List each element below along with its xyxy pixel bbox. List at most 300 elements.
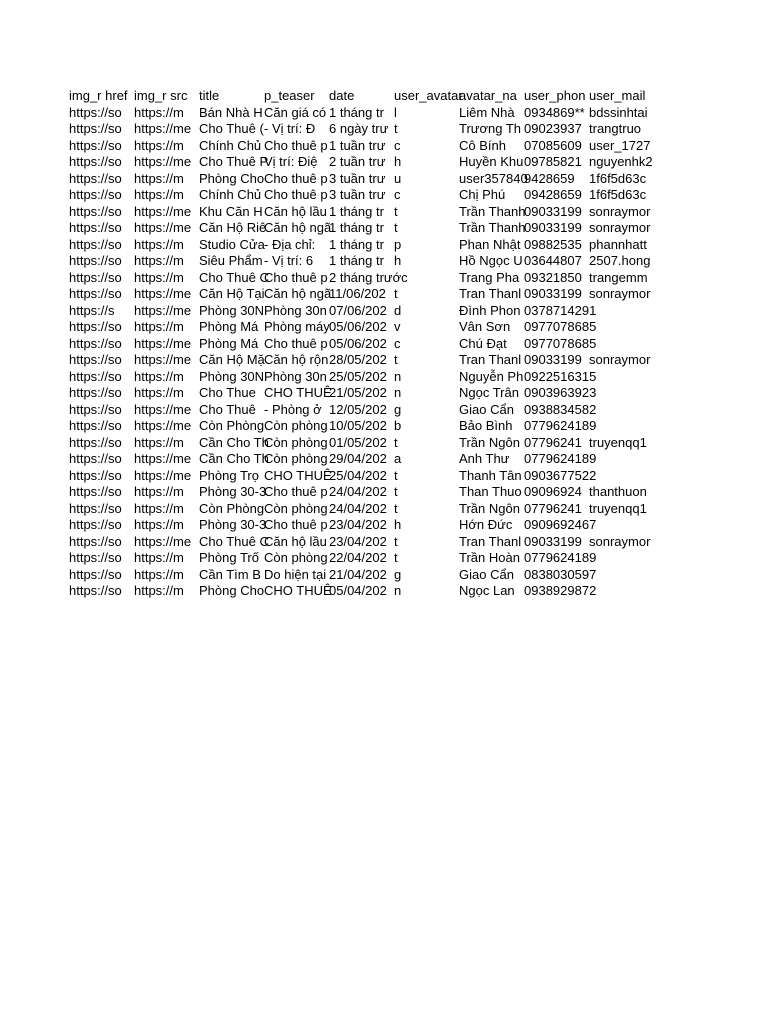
table-cell[interactable]: 1 tháng tr	[329, 104, 384, 120]
table-cell[interactable]: Còn Phòng	[199, 500, 265, 516]
table-cell[interactable]: t	[394, 220, 398, 235]
table-cell[interactable]: 9428659	[524, 170, 575, 186]
table-cell[interactable]: https://me	[134, 286, 192, 301]
table-cell[interactable]: Phòng Trọ	[199, 467, 259, 483]
table-cell[interactable]: Bảo Bình	[459, 418, 513, 433]
table-cell[interactable]: t	[394, 467, 398, 483]
table-cell[interactable]: https://so	[69, 121, 122, 136]
table-cell[interactable]: Giao Cẩn	[459, 566, 514, 582]
table-cell[interactable]: 07/06/202	[329, 302, 387, 318]
table-cell[interactable]: 29/04/202	[329, 451, 387, 466]
table-cell[interactable]: https://me	[134, 121, 192, 136]
table-cell[interactable]: 24/04/202	[329, 500, 387, 516]
table-row	[68, 204, 654, 221]
table-cell[interactable]: Do hiện tại	[264, 566, 327, 582]
table-cell[interactable]: Căn hộ ngã	[264, 220, 332, 235]
table-cell[interactable]: 0938834582	[524, 401, 597, 417]
table-cell[interactable]: Trần Thanh	[459, 220, 526, 235]
table-cell[interactable]: Chính Chủ	[199, 187, 262, 202]
table-row	[68, 468, 654, 485]
table-cell[interactable]: v	[394, 319, 401, 334]
table-cell[interactable]: Phòng Cho	[199, 583, 265, 598]
header-cell[interactable]	[393, 88, 463, 105]
header-cell[interactable]	[523, 88, 588, 105]
header-label: user_avatar	[394, 88, 463, 103]
table-cell[interactable]: Huyền Khu	[459, 154, 524, 169]
table-cell[interactable]: 09785821	[524, 154, 582, 169]
table-cell[interactable]: https://so	[69, 517, 122, 532]
table-cell[interactable]: 28/05/202	[329, 352, 387, 367]
table-cell[interactable]: Vị trí: Điệ	[264, 154, 318, 169]
table-cell[interactable]: Còn phòng	[264, 550, 328, 565]
table-cell[interactable]: 0903963923	[524, 385, 597, 400]
table-cell[interactable]: Cần Cho Th	[199, 434, 269, 450]
table-cell[interactable]: CHO THUÊ	[264, 385, 332, 400]
table-cell[interactable]: Trần Ngôn	[459, 500, 520, 516]
table-cell[interactable]: 0977078685	[524, 335, 597, 351]
table-cell[interactable]	[588, 468, 654, 485]
table-cell[interactable]: g	[394, 401, 402, 417]
table-cell[interactable]: 2 tháng trước	[329, 269, 408, 285]
table-row	[68, 319, 654, 336]
table-cell[interactable]: Hồ Ngọc U	[459, 253, 523, 268]
table-cell[interactable]: 09321850	[524, 269, 582, 285]
table-cell[interactable]: https://so	[69, 170, 122, 186]
table-cell[interactable]: https://so	[69, 385, 122, 400]
header-cell[interactable]	[198, 88, 263, 105]
table-cell[interactable]: Cho thuê p	[264, 170, 328, 186]
table-cell[interactable]: sonraymor	[589, 286, 651, 301]
table-cell[interactable]: https://m	[134, 253, 184, 268]
table-cell[interactable]: Phòng Má	[199, 335, 259, 351]
table-cell[interactable]: nguyenhk2	[589, 154, 653, 169]
table-cell[interactable]: 0934869**	[524, 104, 585, 120]
table-cell[interactable]: Phòng 30N	[199, 302, 265, 318]
table-cell[interactable]: https://m	[134, 566, 184, 582]
table-row	[68, 220, 654, 237]
table-cell[interactable]: CHO THUÊ	[264, 583, 332, 598]
table-cell[interactable]: n	[394, 385, 402, 400]
table-cell[interactable]: t	[394, 550, 398, 565]
table-cell[interactable]: t	[394, 121, 398, 136]
table-cell[interactable]: Căn hộ ngã	[264, 286, 332, 301]
table-cell[interactable]: Nguyễn Ph	[459, 368, 524, 384]
table-cell[interactable]: Đình Phon	[459, 302, 521, 318]
table-cell[interactable]: Cô Bính	[459, 137, 506, 153]
table-cell[interactable]: 09033199	[524, 533, 582, 549]
header-cell[interactable]	[68, 88, 133, 105]
table-cell[interactable]: https://m	[134, 319, 184, 334]
table-cell[interactable]: user_1727	[589, 137, 651, 153]
table-cell[interactable]: Cho thuê p	[264, 187, 328, 202]
table-cell[interactable]: https://so	[69, 566, 122, 582]
table-cell[interactable]: Cần Tìm B	[199, 566, 261, 582]
table-cell[interactable]: 6 ngày trư	[329, 121, 389, 136]
table-cell[interactable]: bdssinhtai	[589, 104, 648, 120]
header-label: user_phon	[524, 88, 586, 103]
table-cell[interactable]: t	[394, 533, 398, 549]
table-cell[interactable]: sonraymor	[589, 352, 651, 367]
table-cell[interactable]: 3 tuần trư	[329, 187, 386, 202]
table-cell[interactable]: c	[394, 187, 401, 202]
table-cell[interactable]: 0838030597	[524, 566, 597, 582]
table-cell[interactable]: https://so	[69, 500, 122, 516]
header-row	[68, 88, 654, 105]
table-cell[interactable]: https://so	[69, 352, 122, 367]
table-cell[interactable]: Phan Nhật	[459, 236, 521, 252]
table-cell[interactable]: https://me	[134, 451, 192, 466]
table-cell[interactable]: Cho thuê p	[264, 137, 328, 153]
table-cell[interactable]: 0779624189	[524, 418, 597, 433]
table-cell[interactable]: 05/04/202	[329, 583, 387, 598]
table-cell[interactable]: h	[394, 253, 402, 268]
table-cell[interactable]: c	[394, 335, 401, 351]
table-cell[interactable]: https://me	[134, 401, 192, 417]
table-cell[interactable]: Cần Cho Th	[199, 451, 269, 466]
table-cell[interactable]: Thanh Tân	[459, 467, 522, 483]
table-cell[interactable]: https://so	[69, 368, 122, 384]
table-cell[interactable]: 09023937	[524, 121, 582, 136]
table-cell[interactable]: Hớn Đức	[459, 517, 513, 532]
table-cell[interactable]: 0938929872	[524, 583, 597, 598]
table-cell[interactable]: 23/04/202	[329, 517, 387, 532]
table-cell[interactable]: Cho Thuê (	[199, 121, 264, 136]
table-cell[interactable]: Phòng 30N	[199, 368, 265, 384]
table-cell[interactable]: b	[394, 418, 402, 433]
table-cell[interactable]: trangtruo	[589, 121, 642, 136]
table-cell[interactable]	[588, 336, 654, 353]
table-cell[interactable]: 3 tuần trư	[329, 170, 386, 186]
table-cell[interactable]: Cho thuê p	[264, 517, 328, 532]
table-cell[interactable]: https://so	[69, 286, 122, 301]
table-cell[interactable]: Giao Cẩn	[459, 401, 514, 417]
table-cell[interactable]: https://so	[69, 236, 122, 252]
header-cell[interactable]	[133, 88, 198, 105]
table-cell[interactable]: t	[394, 203, 398, 219]
table-cell[interactable]: 11/06/202	[329, 286, 386, 301]
table-cell[interactable]: Liêm Nhà	[459, 104, 515, 120]
table-row	[68, 451, 654, 468]
table-cell[interactable]: https://me	[134, 352, 192, 367]
table-cell[interactable]: 05/06/202	[329, 335, 387, 351]
table-cell[interactable]: h	[394, 154, 402, 169]
table-cell[interactable]: 07796241	[524, 434, 582, 450]
table-cell[interactable]: https://m	[134, 583, 184, 598]
table-cell[interactable]: Phòng máy	[264, 319, 330, 334]
table-cell[interactable]: https://so	[69, 550, 122, 565]
table-cell[interactable]: https://so	[69, 484, 122, 499]
table-cell[interactable]: https://m	[134, 368, 184, 384]
table-row	[68, 253, 654, 270]
header-label: user_mail	[589, 88, 646, 103]
table-cell[interactable]: p	[394, 236, 402, 252]
table-cell[interactable]: Cho Thue	[199, 385, 256, 400]
table-cell[interactable]: - Vị trí: 6	[264, 253, 314, 268]
table-row	[68, 418, 654, 435]
table-cell[interactable]: Căn Hộ Mặ	[199, 352, 265, 367]
table-cell[interactable]: Căn giá có	[264, 104, 327, 120]
table-cell[interactable]: https://so	[69, 401, 122, 417]
table-cell[interactable]: 09033199	[524, 220, 582, 235]
table-cell[interactable]: 1 tuần trư	[329, 137, 386, 153]
table-cell[interactable]: sonraymor	[589, 220, 651, 235]
table-cell[interactable]: Phòng Má	[199, 319, 259, 334]
table-cell[interactable]: sonraymor	[589, 203, 651, 219]
table-cell[interactable]: Trần Hoàn	[459, 550, 520, 565]
table-cell[interactable]: h	[394, 517, 402, 532]
table-cell[interactable]: Tran Thanl	[459, 352, 522, 367]
table-cell[interactable]: https://so	[69, 583, 122, 598]
table-cell[interactable]	[588, 567, 654, 584]
table-cell[interactable]: 2507.hong	[589, 253, 651, 268]
table-cell[interactable]: https://so	[69, 269, 122, 285]
table-cell[interactable]: https://so	[69, 187, 122, 202]
table-cell[interactable]: Cho thuê p	[264, 335, 328, 351]
table-cell[interactable]: truyenqq1	[589, 500, 647, 516]
table-row	[68, 534, 654, 551]
table-cell[interactable]: 01/05/202	[329, 434, 387, 450]
table-cell[interactable]: Phòng 30-3	[199, 517, 267, 532]
table-cell[interactable]: 0909692467	[524, 517, 597, 532]
table-cell[interactable]: Còn phòng	[264, 418, 328, 433]
table-cell[interactable]: Studio Cửa	[199, 236, 265, 252]
table-row	[68, 121, 654, 138]
table-cell[interactable]: Căn hộ lầu	[264, 203, 327, 219]
table-cell[interactable]: https://me	[134, 418, 192, 433]
table-cell[interactable]: c	[394, 137, 401, 153]
table-cell[interactable]: 2 tuần trư	[329, 154, 386, 169]
table-cell[interactable]: 0977078685	[524, 319, 597, 334]
table-cell[interactable]: 1 tháng tr	[329, 253, 384, 268]
table-cell[interactable]: Vân Sơn	[459, 319, 511, 334]
table-cell[interactable]: 1 tháng tr	[329, 220, 384, 235]
table-cell[interactable]: https://so	[69, 335, 122, 351]
table-cell[interactable]: 07085609	[524, 137, 582, 153]
table-cell[interactable]: 0922516315	[524, 368, 597, 384]
table-cell[interactable]: https://m	[134, 269, 184, 285]
table-cell[interactable]: https://me	[134, 533, 192, 549]
table-cell[interactable]: https://m	[134, 385, 184, 400]
table-row	[68, 402, 654, 419]
table-cell[interactable]: trangemm	[589, 269, 648, 285]
table-cell[interactable]: Căn Hộ Riê	[199, 220, 267, 235]
table-cell[interactable]	[588, 418, 654, 435]
table-cell[interactable]: 22/04/202	[329, 550, 387, 565]
header-cell[interactable]	[458, 88, 523, 105]
table-cell[interactable]	[588, 402, 654, 419]
table-cell[interactable]: u	[394, 170, 402, 186]
table-cell[interactable]	[588, 517, 654, 534]
table-cell[interactable]: Bán Nhà H	[199, 104, 263, 120]
table-cell[interactable]: https://so	[69, 253, 122, 268]
table-cell[interactable]: Phòng 30-3	[199, 484, 267, 499]
table-cell[interactable]: 09033199	[524, 203, 582, 219]
table-cell[interactable]: 09428659	[524, 187, 582, 202]
table-row	[68, 187, 654, 204]
table-cell[interactable]: https://m	[134, 236, 184, 252]
table-cell[interactable]: https://m	[134, 500, 184, 516]
table-cell[interactable]: 09033199	[524, 286, 582, 301]
table-cell[interactable]: n	[394, 583, 402, 598]
table-cell[interactable]: https://m	[134, 170, 184, 186]
table-cell[interactable]	[588, 303, 654, 320]
table-cell[interactable]: https://so	[69, 104, 122, 120]
table-cell[interactable]: CHO THUÊ	[264, 467, 332, 483]
table-cell[interactable]: https://m	[134, 137, 184, 153]
table-cell[interactable]: Cho Thuê C	[199, 533, 269, 549]
header-cell[interactable]	[328, 88, 393, 105]
table-cell[interactable]: Chị Phú	[459, 187, 506, 202]
table-cell[interactable]: Còn Phòng	[199, 418, 265, 433]
table-cell[interactable]	[588, 583, 654, 600]
table-cell[interactable]: t	[394, 434, 398, 450]
table-cell[interactable]: Căn Hộ Tại	[199, 286, 265, 301]
table-cell[interactable]: https://so	[69, 467, 122, 483]
table-cell[interactable]	[588, 385, 654, 402]
table-cell[interactable]: https://so	[69, 137, 122, 153]
table-cell[interactable]: Cho Thuê P	[199, 154, 269, 169]
table-cell[interactable]: 09882535	[524, 236, 582, 252]
table-cell[interactable]: 1f6f5d63c	[589, 170, 647, 186]
table-cell[interactable]: 12/05/202	[329, 401, 387, 417]
table-cell[interactable]: https://m	[134, 550, 184, 565]
header-cell[interactable]	[263, 88, 328, 105]
table-cell[interactable]: 1 tháng tr	[329, 203, 384, 219]
table-cell[interactable]: https://s	[69, 302, 115, 318]
table-cell[interactable]: Anh Thư	[459, 451, 510, 466]
table-cell[interactable]: d	[394, 302, 402, 318]
table-cell[interactable]	[588, 451, 654, 468]
table-cell[interactable]: 25/04/202	[329, 467, 387, 483]
table-cell[interactable]: t	[394, 484, 398, 499]
table-cell[interactable]: 0903677522	[524, 467, 597, 483]
table-cell[interactable]: 0779624189	[524, 451, 597, 466]
table-cell[interactable]: Căn hộ lầu	[264, 533, 327, 549]
table-cell[interactable]: https://m	[134, 484, 184, 499]
table-cell[interactable]: t	[394, 352, 398, 367]
table-cell[interactable]: - Phòng ở	[264, 401, 322, 417]
table-cell[interactable]: Căn hộ rộn	[264, 352, 329, 367]
table-cell[interactable]: https://m	[134, 104, 184, 120]
table-cell[interactable]: https://so	[69, 451, 122, 466]
table-cell[interactable]: Phòng 30n	[264, 302, 327, 318]
table-cell[interactable]: Còn phòng	[264, 500, 328, 516]
table-cell[interactable]: - Vị trí: Đ	[264, 121, 316, 136]
table-cell[interactable]: Còn phòng	[264, 434, 328, 450]
table-cell[interactable]: https://me	[134, 154, 192, 169]
header-label: img_r	[69, 88, 102, 103]
table-cell[interactable]: 1f6f5d63c	[589, 187, 647, 202]
table-row	[68, 352, 654, 369]
table-cell[interactable]: 21/05/202	[329, 385, 387, 400]
table-cell[interactable]: g	[394, 566, 402, 582]
table-cell[interactable]: Phòng Trố	[199, 550, 259, 565]
table-cell[interactable]: https://m	[134, 434, 184, 450]
table-cell[interactable]: 05/06/202	[329, 319, 387, 334]
table-cell[interactable]: 0779624189	[524, 550, 597, 565]
header-label: date	[329, 88, 355, 103]
header-label: avatar_na	[459, 88, 517, 103]
table-cell[interactable]: https://m	[134, 517, 184, 532]
table-cell[interactable]: Khu Căn H	[199, 203, 263, 219]
table-cell[interactable]: 07796241	[524, 500, 582, 516]
table-cell[interactable]: - Địa chỉ:	[264, 236, 316, 252]
table-row	[68, 270, 654, 287]
table-cell[interactable]: Phòng Cho	[199, 170, 265, 186]
table-cell[interactable]: https://me	[134, 335, 192, 351]
table-cell[interactable]: thanthuon	[589, 484, 647, 499]
table-cell[interactable]: Trương Th	[459, 121, 522, 136]
table-cell[interactable]: https://so	[69, 319, 122, 334]
table-cell[interactable]: Trần Thanh	[459, 203, 526, 219]
table-cell[interactable]: https://me	[134, 220, 192, 235]
header-cell[interactable]	[588, 88, 654, 105]
table-cell[interactable]: Ngọc Trân	[459, 385, 519, 400]
table-row	[68, 501, 654, 518]
table-cell[interactable]: https://so	[69, 418, 122, 433]
table-cell[interactable]: Trần Ngôn	[459, 434, 520, 450]
table-cell[interactable]: Tran Thanl	[459, 286, 522, 301]
table-cell[interactable]: https://me	[134, 203, 192, 219]
table-cell[interactable]: 09096924	[524, 484, 582, 499]
table-cell[interactable]: Cho Thuê C	[199, 269, 269, 285]
table-cell[interactable]: 24/04/202	[329, 484, 387, 499]
table-cell[interactable]: https://me	[134, 467, 192, 483]
table-cell[interactable]: user357840	[459, 170, 528, 186]
table-cell[interactable]	[588, 319, 654, 336]
table-cell[interactable]	[588, 369, 654, 386]
table-cell[interactable]: https://so	[69, 533, 122, 549]
table-cell[interactable]: 25/05/202	[329, 368, 387, 384]
table-cell[interactable]: Cho Thuê	[199, 401, 256, 417]
table-cell[interactable]: Chú Đạt	[459, 335, 507, 351]
table-cell[interactable]: t	[394, 500, 398, 516]
table-cell[interactable]: https://so	[69, 220, 122, 235]
table-cell[interactable]: l	[394, 104, 397, 120]
table-cell[interactable]: 0378714291	[524, 302, 597, 318]
table-cell[interactable]: https://so	[69, 154, 122, 169]
table-cell[interactable]: Chính Chủ	[199, 137, 262, 153]
table-cell[interactable]: 10/05/202	[329, 418, 387, 433]
table-cell[interactable]: n	[394, 368, 402, 384]
table-cell[interactable]	[588, 550, 654, 567]
table-cell[interactable]: truyenqq1	[589, 434, 647, 450]
table-cell[interactable]: https://so	[69, 203, 122, 219]
table-cell[interactable]: t	[394, 286, 398, 301]
table-cell[interactable]: sonraymor	[589, 533, 651, 549]
table-cell[interactable]: https://m	[134, 187, 184, 202]
table-cell[interactable]: Tran Thanl	[459, 533, 522, 549]
table-cell[interactable]: 03644807	[524, 253, 582, 268]
table-cell[interactable]: Trang Pha	[459, 269, 520, 285]
table-cell[interactable]: 23/04/202	[329, 533, 387, 549]
table-cell[interactable]: Than Thuo	[459, 484, 522, 499]
table-cell[interactable]: a	[394, 451, 402, 466]
table-cell[interactable]: Cho thuê p	[264, 484, 328, 499]
table-cell[interactable]: https://so	[69, 434, 122, 450]
table-cell[interactable]: phannhatt	[589, 236, 647, 252]
table-cell[interactable]: Ngọc Lan	[459, 583, 515, 598]
table-cell[interactable]: Siêu Phẩm	[199, 253, 263, 268]
table-cell[interactable]: 1 tháng tr	[329, 236, 384, 252]
header-label: title	[199, 88, 220, 103]
table-cell[interactable]: 09033199	[524, 352, 582, 367]
table-cell[interactable]: Còn phòng	[264, 451, 328, 466]
table-cell[interactable]: https://me	[134, 302, 192, 318]
table-cell[interactable]: Phòng 30n	[264, 368, 327, 384]
table-cell[interactable]: 21/04/202	[329, 566, 387, 582]
table-cell[interactable]: Cho thuê p	[264, 269, 328, 285]
